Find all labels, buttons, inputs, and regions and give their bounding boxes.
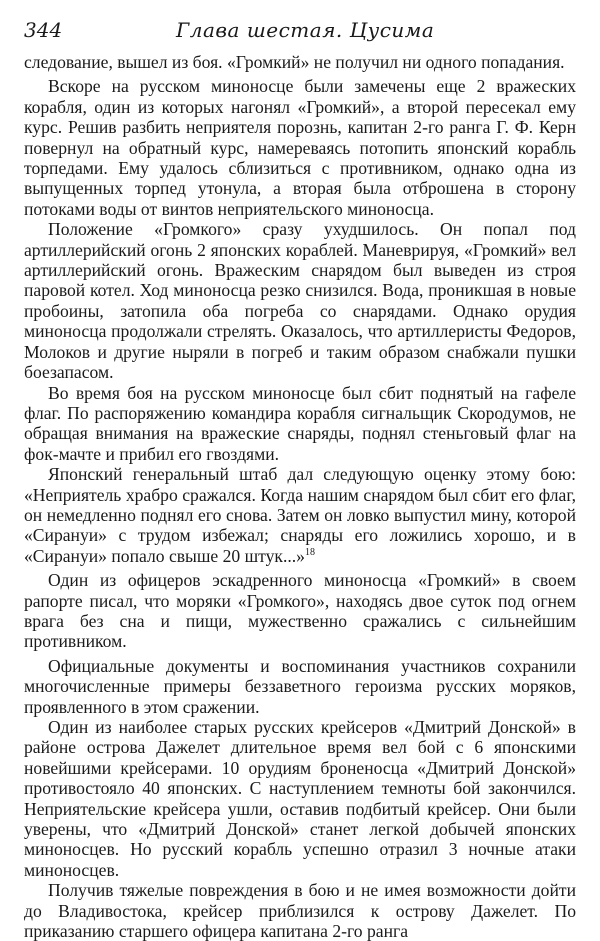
paragraph: Один из офицеров эскадренного миноносца «Громкий» в своем рапорте писал, что моряки «Громкого», находясь двое суток под огнем врага без сна и пищи, мужественно сражались с сильнейшим противником.: [24, 570, 576, 652]
paragraph-continuation: следование, вышел из боя. «Громкий» не получил ни одного попадания.: [24, 52, 565, 72]
paragraph: Вскоре на русском миноносце были замечены еще 2 вражеских корабля, один из которых нагонял «Громкий», а второй пересекал ему курс. Решив разбить неприятеля порознь, капитан 2-го ранга Г. Ф. Керн повернул на обратный курс, намереваясь потопить японский корабль торпедами. Ему удалось сблизиться с противником, однако одна из выпущенных торпед утонула, а вторая была отброшена в сторону потоками воды от винтов неприятельского миноносца.: [24, 76, 576, 219]
paragraph: Один из наиболее старых русских крейсеров «Дмитрий Донской» в районе острова Дажелет длительное время вел бой с 6 японскими новейшими крейсерами. 10 орудиям броненосца «Дмитрий Донской» противостояло 40 японских. С наступлением темноты бой закончился. Неприятельские крейсера ушли, оставив подбитый крейсер. Они были уверены, что «Дмитрий Донской» станет легкой добычей японских миноносцев. Но русский корабль успешно отразил 3 ночные атаки миноносцев.: [24, 717, 576, 880]
paragraph: Получив тяжелые повреждения в бою и не имея возможности дойти до Владивостока, крейсер приблизился к острову Дажелет. По приказанию старшего офицера капитана 2-го ранга: [24, 880, 576, 941]
paragraph: Положение «Громкого» сразу ухудшилось. Он попал под артиллерийский огонь 2 японских кораблей. Маневрируя, «Громкий» вел артиллерийский огонь. Вражеским снарядом был выведен из строя паровой котел. Ход миноносца резко снизился. Вода, проникшая в новые пробоины, затопила оба погреба со снарядами. Однако орудия миноносца продолжали стрелять. Оказалось, что артиллеристы Федоров, Молоков и другие ныряли в погреб и таким образом снабжали пушки боезапасом.: [24, 219, 576, 383]
footnote-marker: 18: [304, 546, 315, 558]
body-text: [24, 52, 576, 941]
page-number: 344: [24, 18, 63, 42]
paragraph: Официальные документы и воспоминания участников сохранили многочисленные примеры беззаветного героизма русских моряков, проявленного в этом сражении.: [24, 655, 576, 717]
page-header: [24, 18, 576, 52]
quote-text: Японский генеральный штаб дал следующую оценку этому бою: «Неприятель храбро сражался. Когда нашим снарядом был сбит его флаг, он немедленно поднял его снова. Затем он ловко выпустил мину, которой «Сирануи» с трудом избежал; снаряды его ложились хорошо, и в «Сирануи» попало свыше 20 штук...»: [24, 464, 576, 566]
book-page: [24, 18, 576, 941]
paragraph: Во время боя на русском миноносце был сбит поднятый на гафеле флаг. По распоряжению командира корабля сигнальщик Скородумов, не обращая внимания на вражеские снаряды, поднял стеньговый флаг на фок-мачте и прибил его гвоздями.: [24, 382, 576, 464]
running-title: Глава шестая. Цусима: [176, 18, 435, 42]
paragraph-quote: [24, 464, 576, 566]
